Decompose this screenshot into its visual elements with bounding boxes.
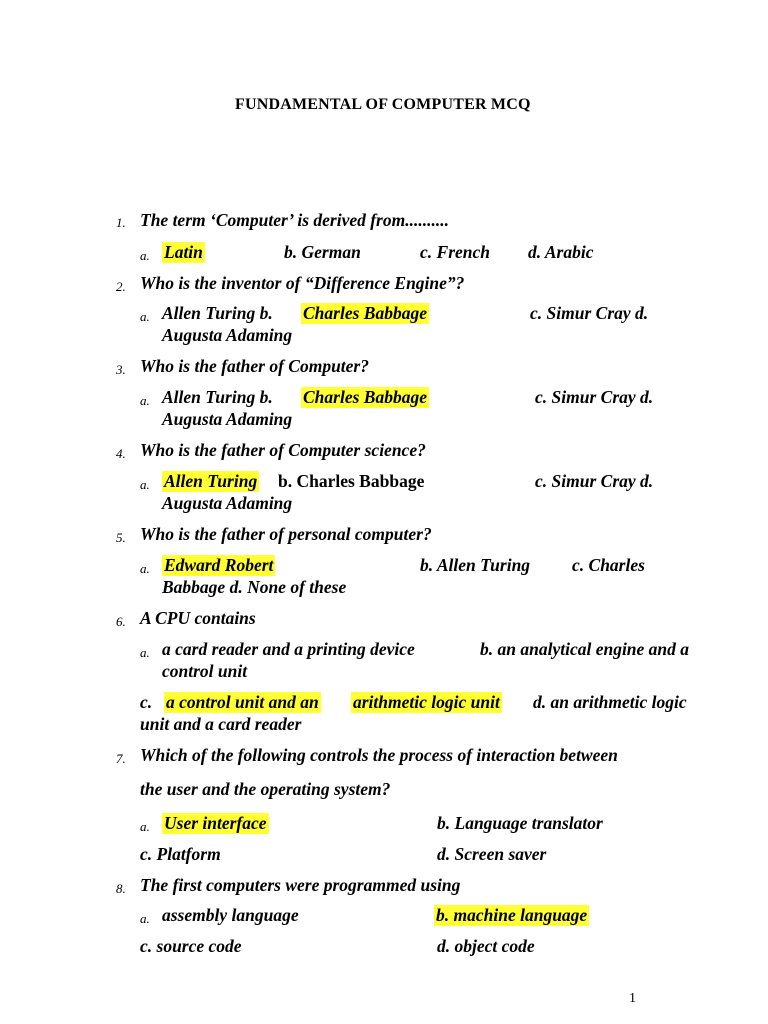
question-number: 8. [116,881,126,896]
option-d-continued: unit and a card reader [140,714,302,734]
option-c: c. Simur Cray d. [535,387,654,407]
question-text: A CPU contains [140,608,256,628]
question-text: Who is the father of Computer? [140,356,369,376]
option-a-correct: User interface [164,813,267,833]
option-b-correct: Charles Babbage [303,387,427,407]
option-label: a. [140,248,150,263]
option-b: b. German [284,242,361,262]
question-number: 3. [116,362,126,377]
option-b-correct: Charles Babbage [303,303,427,323]
option-d: Augusta Adaming [162,409,293,429]
question-text: Who is the inventor of “Difference Engine”? [140,273,465,293]
option-b-correct: b. machine language [436,905,588,925]
option-a-correct: Edward Robert [164,555,274,575]
question-text: Which of the following controls the process of interaction between [140,745,618,765]
option-a: Allen Turing b. [162,387,273,407]
option-c: c. Simur Cray d. [535,471,654,491]
option-label: a. [140,393,150,408]
option-label: c. [140,692,153,712]
page-number: 1 [629,991,636,1006]
question-number: 5. [116,530,126,545]
question-text: Who is the father of personal computer? [140,524,432,544]
option-label: a. [140,819,150,834]
option-a: Allen Turing b. [162,303,273,323]
question-number: 4. [116,446,126,461]
question-text: The term ‘Computer’ is derived from.......... [140,210,449,230]
option-b-continued: control unit [162,661,248,681]
question-number: 6. [116,614,126,629]
option-c: c. Platform [140,844,221,864]
option-label: a. [140,561,150,576]
question-text: The first computers were programmed using [140,875,461,895]
question-number: 7. [116,751,126,766]
document-title: FUNDAMENTAL OF COMPUTER MCQ [235,96,531,113]
option-label: a. [140,309,150,324]
option-a: a card reader and a printing device [162,639,415,659]
question-text-continued: the user and the operating system? [140,779,391,799]
option-c: c. French [420,242,490,262]
option-b: b. Language translator [437,813,603,833]
option-d: Augusta Adaming [162,493,293,513]
question-number: 1. [116,215,126,230]
option-d: d. Screen saver [437,844,547,864]
question-number: 2. [116,279,126,294]
option-d: Babbage d. None of these [162,577,347,597]
option-d: d. Arabic [528,242,594,262]
option-c-correct: a control unit and an [166,692,319,712]
option-c-correct-continued: arithmetic logic unit [353,692,500,712]
option-a-correct: Latin [164,242,203,262]
option-a: assembly language [162,905,299,925]
option-a-correct: Allen Turing [164,471,258,491]
option-c: c. Simur Cray d. [530,303,649,323]
option-b: b. an analytical engine and a [480,639,690,659]
option-label: a. [140,645,150,660]
option-b: b. Allen Turing [420,555,531,575]
option-label: a. [140,477,150,492]
option-label: a. [140,911,150,926]
option-d: d. object code [437,936,535,956]
option-c: c. Charles [572,555,645,575]
option-b: b. Charles Babbage [278,471,425,491]
option-d: Augusta Adaming [162,325,293,345]
question-text: Who is the father of Computer science? [140,440,426,460]
option-c: c. source code [140,936,242,956]
option-d: d. an arithmetic logic [533,692,687,712]
